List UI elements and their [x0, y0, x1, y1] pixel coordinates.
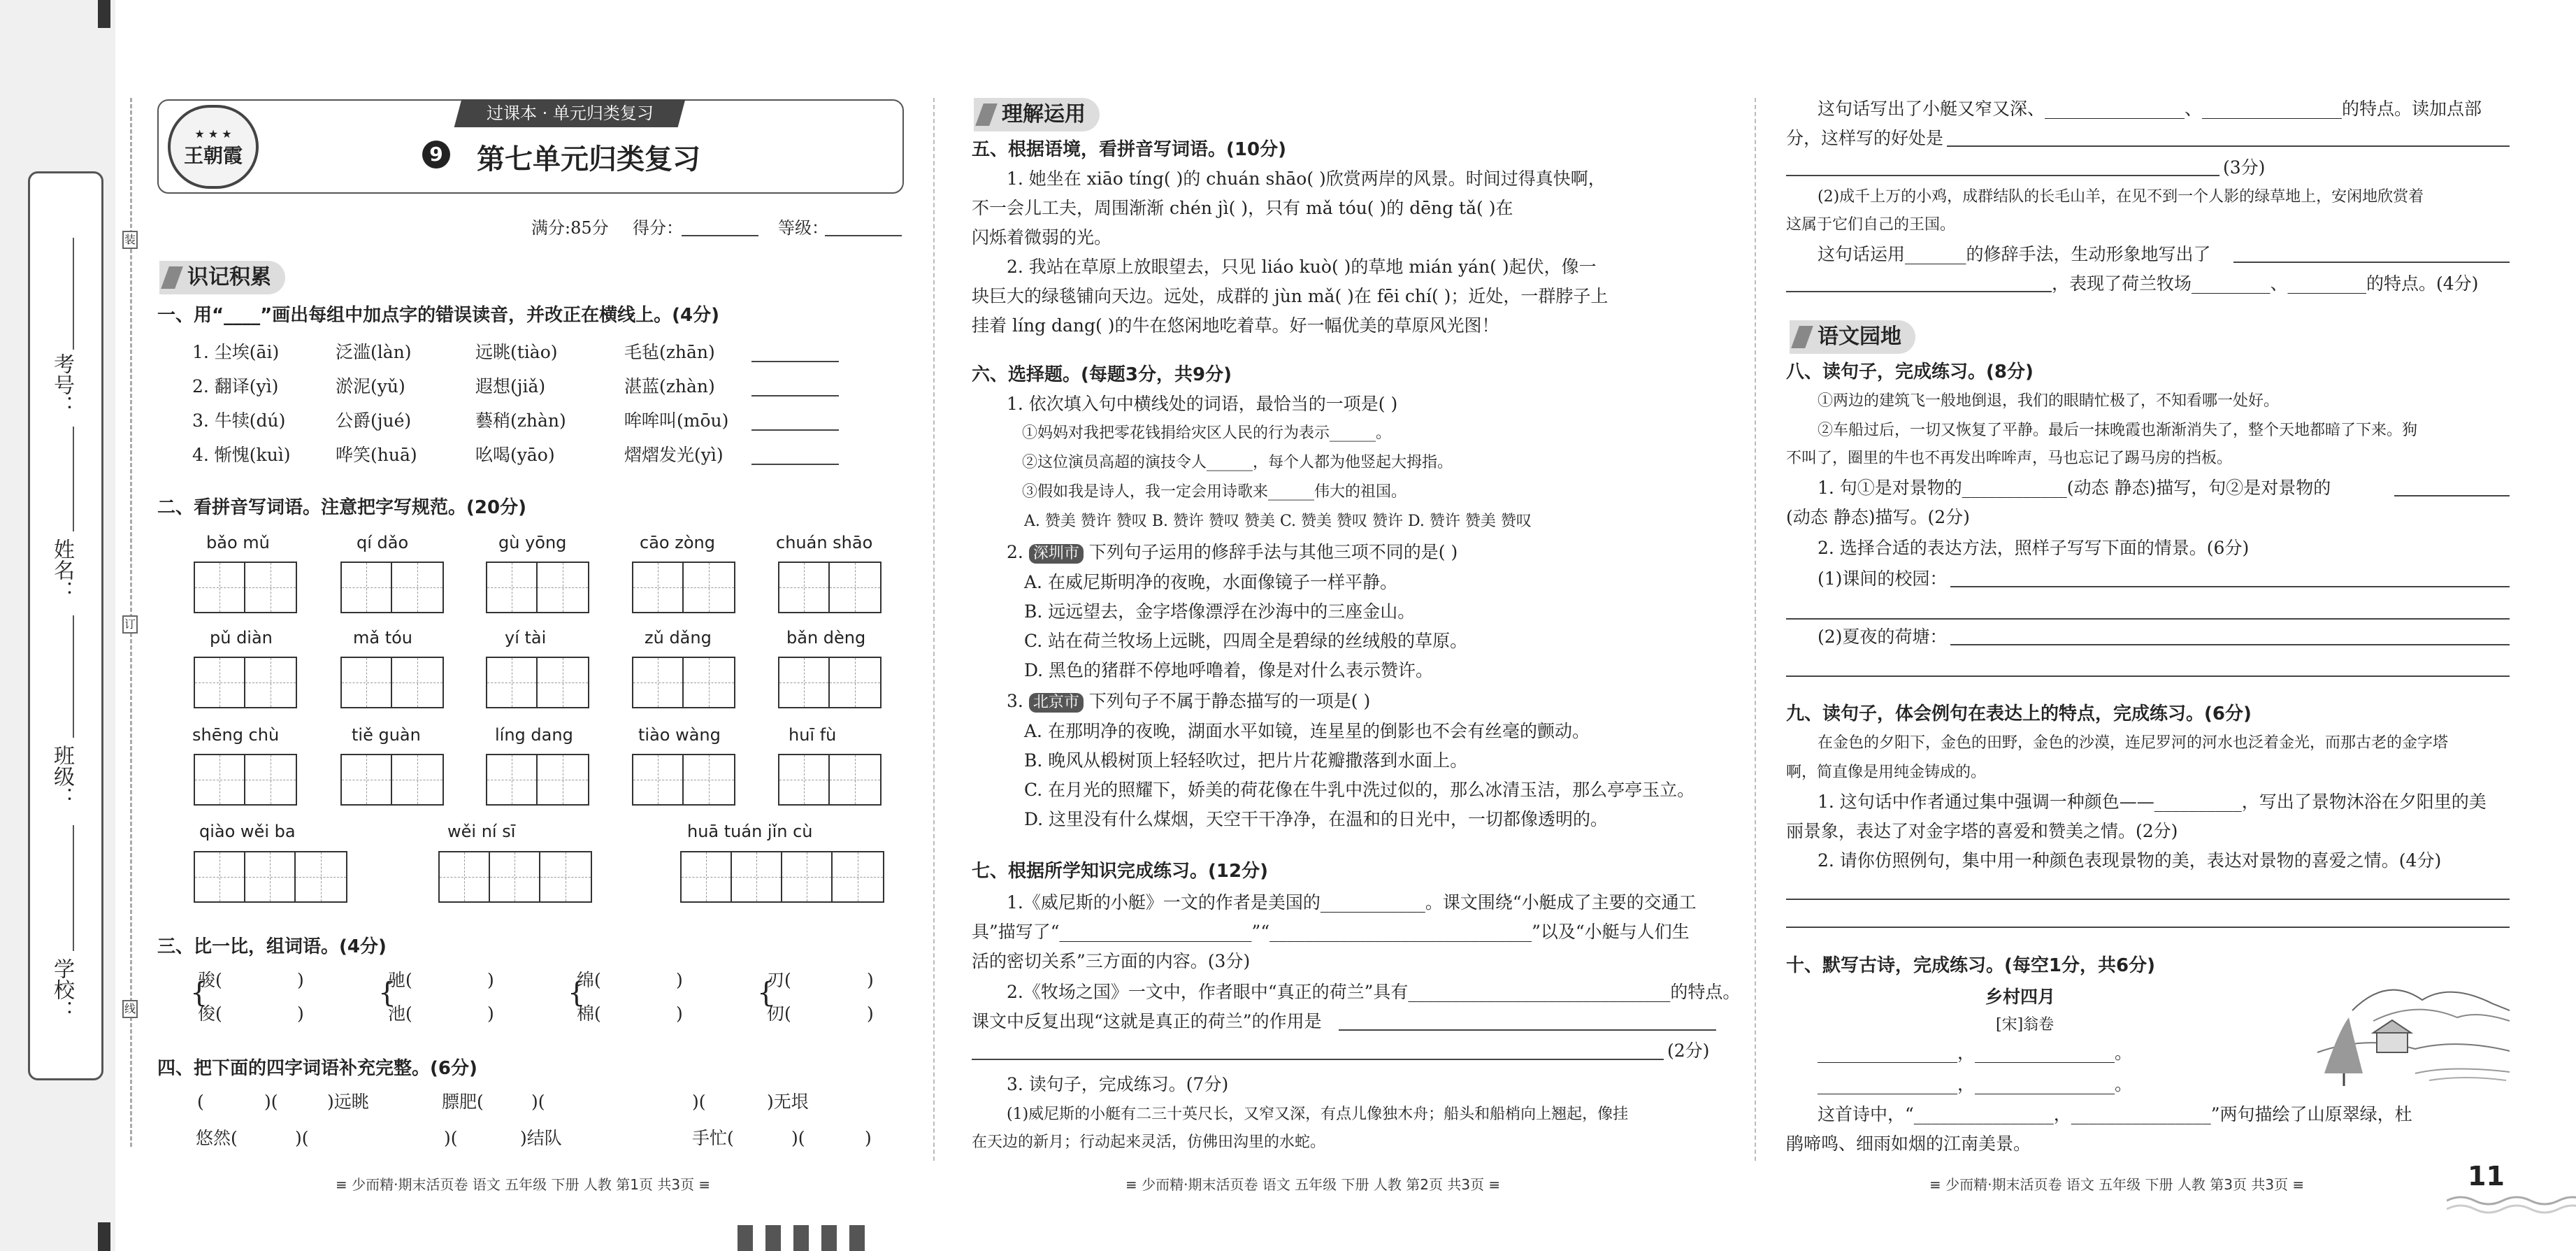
- q1-word: 4. 惭愧(kuì): [192, 445, 291, 465]
- q8-answer-line[interactable]: [1950, 644, 2510, 645]
- header-banner: 过课本 · 单元归类复习: [454, 99, 686, 127]
- r-answer-line[interactable]: [1786, 175, 2219, 176]
- q7-line: 3. 读句子，完成练习。(7分): [1007, 1074, 1229, 1094]
- q1-word: 1. 尘埃(āi): [192, 342, 280, 362]
- writing-grid[interactable]: [194, 754, 297, 806]
- q6-sub: ③假如我是诗人，我一定会用诗歌来______伟大的祖国。: [1022, 483, 1407, 501]
- binding-tick: [821, 1225, 837, 1251]
- q7-line: 活的密切关系”三方面的内容。(3分): [972, 951, 1251, 971]
- pinyin-label: mǎ tóu: [353, 628, 413, 648]
- writing-grid[interactable]: [438, 851, 592, 903]
- poem-question: 这首诗中，“________________，________________”两句描绘了山原翠绿，杜: [1818, 1104, 2412, 1124]
- q7-title: 七、根据所学知识完成练习。(12分): [972, 861, 1268, 882]
- q6-item: 1. 依次填入句中横线处的词语，最恰当的一项是( ): [1007, 394, 1398, 414]
- q6-option[interactable]: C. 在月光的照耀下，娇美的荷花像在牛乳中洗过似的，那么冰清玉洁，那么亭亭玉立。: [1024, 780, 1695, 800]
- school-label: 学校：: [50, 958, 74, 1021]
- landscape-illustration: [2310, 968, 2513, 1091]
- q1-word: 藝稍(zhàn): [475, 410, 566, 431]
- q6-options[interactable]: A. 赞美 赞许 赞叹 B. 赞许 赞叹 赞美 C. 赞美 赞叹 赞许 D. 赞许 赞美 赞叹: [1024, 513, 1532, 530]
- writing-grid[interactable]: [194, 562, 297, 613]
- score-label: 得分：: [633, 218, 683, 238]
- q8-answer-line[interactable]: [2394, 495, 2510, 496]
- r-line: (2)成千上万的小鸡，成群结队的长毛山羊，在见不到一个人影的绿草地上，安闲地欣赏着: [1818, 188, 2424, 206]
- q6-item: 2. 深圳市 下列句子运用的修辞手法与其他三项不同的是( ): [1007, 542, 1458, 562]
- r-line: 这句话写出了小艇又窄又深、________________、________________的特点。读加点部: [1818, 99, 2482, 119]
- q1-answer-line[interactable]: [751, 395, 839, 396]
- writing-grid[interactable]: [632, 754, 735, 806]
- r-line: 这句话运用_______的修辞手法，生动形象地写出了: [1818, 244, 2211, 264]
- idiom-blank[interactable]: 膘肥(: [442, 1092, 484, 1112]
- brand-logo: ★ ★ ★ 王朝霞: [168, 105, 259, 189]
- q6-item: 3. 北京市 下列句子不属于静态描写的一项是( ): [1007, 691, 1371, 711]
- idiom-blank[interactable]: )远眺: [327, 1092, 369, 1112]
- pinyin-label: huī fù: [789, 725, 837, 745]
- r-line: 分，这样写的好处是: [1786, 128, 1944, 148]
- writing-grid[interactable]: [340, 754, 444, 806]
- poem-question: 鹃啼鸣、细雨如烟的江南美景。: [1786, 1134, 2031, 1154]
- mark-zhuang: 装: [122, 231, 138, 249]
- r-answer-line[interactable]: [2233, 262, 2510, 263]
- q6-title: 六、选择题。(每题3分，共9分): [972, 364, 1232, 385]
- q9-text: 在金色的夕阳下，金色的田野，金色的沙漠，连尼罗河的河水也泛着金光，而那古老的金字塔: [1818, 734, 2449, 752]
- section-tag-garden: 语文园地: [1790, 320, 1915, 354]
- r-answer-line[interactable]: [1947, 145, 2510, 147]
- section-tag-apply: 理解运用: [974, 98, 1100, 131]
- q6-option[interactable]: C. 站在荷兰牧场上远眺，四周全是碧绿的丝绒般的草原。: [1024, 631, 1468, 651]
- city-tag-shenzhen: 深圳市: [1029, 544, 1084, 564]
- q1-word: 吆喝(yāo): [475, 445, 555, 465]
- idiom-blank[interactable]: 悠然(: [196, 1128, 238, 1148]
- q7-line: 在天边的新月；行动起来灵活，仿佛田沟里的水蛇。: [972, 1134, 1326, 1151]
- q5-line: 1. 她坐在 xiāo tíng( )的 chuán shāo( )欣赏两岸的风景。时间过得真快啊，: [1007, 169, 1606, 189]
- q8-answer-line[interactable]: [1950, 586, 2510, 587]
- name-label: 姓名：: [50, 538, 74, 601]
- q1-answer-line[interactable]: [751, 429, 839, 431]
- score-blank[interactable]: [682, 235, 758, 236]
- poem-fill[interactable]: ________________，________________。: [1818, 1074, 2133, 1094]
- pinyin-label: huā tuán jǐn cù: [687, 822, 813, 841]
- grade-blank[interactable]: [825, 235, 902, 236]
- wave-decoration: [2447, 1192, 2576, 1220]
- binding-tick: [737, 1225, 753, 1251]
- q7-answer-line[interactable]: [1339, 1029, 1716, 1031]
- unit-number: 9: [422, 141, 450, 169]
- writing-grid[interactable]: [486, 657, 589, 708]
- q1-word: 公爵(jué): [336, 410, 412, 431]
- q3-char[interactable]: 驰(: [388, 970, 412, 990]
- q1-title: 一、用“____”画出每组中加点字的错误读音，并改正在横线上。(4分): [157, 305, 720, 326]
- q9-item: 2. 请你仿照例句，集中用一种颜色表现景物的美，表达对景物的喜爱之情。(4分): [1818, 850, 2442, 871]
- pinyin-label: shēng chù: [192, 725, 280, 745]
- pinyin-label: tiě guàn: [352, 725, 421, 745]
- q8-title: 八、读句子，完成练习。(8分): [1786, 362, 2034, 383]
- name-line[interactable]: [73, 427, 74, 531]
- full-score: 满分:85分: [531, 218, 609, 238]
- q10-title: 十、默写古诗，完成练习。(每空1分，共6分): [1786, 955, 2155, 976]
- idiom-blank[interactable]: )(: [295, 1128, 309, 1148]
- q1-word: 远眺(tiào): [475, 342, 558, 362]
- q9-answer-line[interactable]: [1786, 927, 2510, 928]
- exam-no-line[interactable]: [73, 238, 74, 350]
- idiom-blank[interactable]: )(: [531, 1092, 545, 1112]
- writing-grid[interactable]: [486, 754, 589, 806]
- idiom-blank[interactable]: )(: [264, 1092, 278, 1112]
- q5-line: 挂着 líng dang( )的牛在悠闲地吃着草。好一幅优美的草原风光图！: [972, 315, 1499, 336]
- q1-answer-line[interactable]: [751, 361, 839, 362]
- q9-item: 1. 这句话中作者通过集中强调一种颜色——__________，写出了景物沐浴在夕阳里的美: [1818, 792, 2487, 812]
- binding-tick: [765, 1225, 781, 1251]
- writing-grid[interactable]: [632, 657, 735, 708]
- poem-fill[interactable]: ________________，________________。: [1818, 1043, 2133, 1063]
- q8-item: 1. 句①是对景物的____________(动态 静态)描写，句②是对景物的: [1818, 478, 2331, 498]
- q3-char[interactable]: 刃(: [767, 970, 791, 990]
- q3-char[interactable]: 绵(: [577, 970, 601, 990]
- school-line[interactable]: [73, 825, 74, 951]
- page-divider: [933, 98, 935, 1161]
- poem-title: 乡村四月: [1985, 987, 2056, 1007]
- writing-grid[interactable]: [194, 657, 297, 708]
- q5-line: 块巨大的绿毯铺向天边。远处，成群的 jùn mǎ( )在 fēi chí( )；近处，一群脖子上: [972, 286, 1609, 306]
- idiom-blank[interactable]: )(: [791, 1128, 805, 1148]
- q7-line: 1.《威尼斯的小艇》一文的作者是美国的____________。课文围绕“小艇成了主要的交通工: [1007, 892, 1697, 913]
- q5-line: 不一会儿工夫，周围渐渐 chén jì( )，只有 mǎ tóu( )的 dēng tǎ( )在: [972, 198, 1513, 218]
- writing-grid[interactable]: [778, 562, 882, 613]
- q6-option[interactable]: B. 远远望去，金字塔像漂浮在沙海中的三座金山。: [1024, 601, 1416, 622]
- r-line: ，表现了荷兰牧场_________、_________的特点。(4分): [2052, 273, 2479, 294]
- pinyin-label: gù yōng: [498, 533, 567, 552]
- q7-line: (1)威尼斯的小艇有二三十英尺长，又窄又深，有点儿像独木舟；船头和船梢向上翘起，像挂: [1007, 1106, 1629, 1123]
- pinyin-label: qiào wěi ba: [199, 822, 296, 841]
- q7-points: (2分): [1667, 1041, 1710, 1061]
- writing-grid[interactable]: [194, 851, 347, 903]
- q5-line: 2. 我站在草原上放眼望去，只见 liáo kuò( )的草地 mián yán( )起伏，像一: [1007, 257, 1597, 277]
- pinyin-label: wěi ní sī: [447, 822, 516, 841]
- q1-word: 熠熠发光(yì): [624, 445, 724, 465]
- writing-grid[interactable]: [778, 754, 882, 806]
- pinyin-label: pǔ diàn: [210, 628, 273, 648]
- page-footer: ≡ 少而精·期末活页卷 语文 五年级 下册 人教 第2页 共3页 ≡: [1125, 1176, 1501, 1193]
- q6-option[interactable]: A. 在威尼斯明净的夜晚，水面像镜子一样平静。: [1024, 572, 1397, 592]
- page-footer: ≡ 少而精·期末活页卷 语文 五年级 下册 人教 第1页 共3页 ≡: [336, 1176, 711, 1193]
- q6-option[interactable]: B. 晚风从椴树顶上轻轻吹过，把片片花瓣撒落到水面上。: [1024, 750, 1468, 771]
- pinyin-label: bǎo mǔ: [206, 533, 270, 552]
- pinyin-label: tiào wàng: [638, 725, 721, 745]
- q6-sub: ①妈妈对我把零花钱捐给灾区人民的行为表示______。: [1022, 424, 1392, 442]
- pinyin-label: chuán shāo: [776, 533, 873, 552]
- q1-word: 3. 牛犊(dú): [192, 410, 286, 431]
- q8-answer-line[interactable]: [1786, 675, 2510, 677]
- idiom-blank[interactable]: 手忙(: [692, 1128, 734, 1148]
- q3-char[interactable]: 池(: [388, 1003, 412, 1024]
- q8-sentence: ①两边的建筑飞一般地倒退，我们的眼睛忙极了，不知看哪一处好。: [1818, 392, 2280, 410]
- q6-option[interactable]: D. 这里没有什么煤烟，天空干干净净，在温和的日光中，一切都像透明的。: [1024, 809, 1609, 829]
- binding-tick: [849, 1225, 865, 1251]
- writing-grid[interactable]: [778, 657, 882, 708]
- q8-item: 2. 选择合适的表达方法，照样子写写下面的情景。(6分): [1818, 538, 2250, 558]
- r-answer-line[interactable]: [1786, 291, 2052, 292]
- r-line: 这属于它们自己的王国。: [1786, 216, 1956, 234]
- writing-grid[interactable]: [486, 562, 589, 613]
- q9-title: 九、读句子，体会例句在表达上的特点，完成练习。(6分): [1786, 703, 2252, 724]
- section-tag-memorize: 识记积累: [159, 261, 285, 294]
- idiom-blank[interactable]: )结队: [520, 1128, 562, 1148]
- q1-word: 哞哞叫(mōu): [624, 410, 729, 431]
- q5-title: 五、根据语境，看拼音写词语。(10分): [972, 139, 1286, 160]
- idiom-blank[interactable]: )无垠: [767, 1092, 809, 1112]
- q8-sentence: ②车船过后，一切又恢复了平静。最后一抹晚霞也渐渐消失了，整个天地都暗了下来。狗: [1818, 422, 2418, 439]
- pinyin-label: cāo zòng: [640, 533, 715, 552]
- q3-char[interactable]: 棉(: [577, 1003, 601, 1024]
- writing-grid[interactable]: [340, 657, 444, 708]
- q8-answer-line[interactable]: [1786, 618, 2510, 620]
- q8-sentence: 不叫了，圈里的牛也不再发出哞哞声，马也忘记了踢马房的挡板。: [1786, 450, 2233, 467]
- q6-option[interactable]: D. 黑色的猪群不停地呼噜着，像是对什么表示赞许。: [1024, 660, 1434, 680]
- q8-item: (动态 静态)描写。(2分): [1786, 507, 1970, 527]
- q1-word: 哗笑(huā): [336, 445, 417, 465]
- q7-line: 具”描写了“______________________”“______________________________”以及“小艇与人们生: [972, 922, 1690, 942]
- q9-item: 丽景象，表达了对金字塔的喜爱和赞美之情。(2分): [1786, 821, 2178, 841]
- q1-answer-line[interactable]: [751, 464, 839, 465]
- q7-line: 2.《牧场之国》一文中，作者眼中“真正的荷兰”具有______________________________的特点。: [1007, 982, 1741, 1002]
- q1-word: 遐想(jiǎ): [475, 376, 546, 396]
- grade-label: 等级：: [778, 218, 828, 238]
- pinyin-label: zǔ dǎng: [645, 628, 712, 648]
- q4-title: 四、把下面的四字词语补充完整。(6分): [157, 1058, 477, 1079]
- q7-answer-line[interactable]: [972, 1059, 1664, 1060]
- mark-xian: 线: [122, 1000, 138, 1018]
- q9-text: 啊，简直像是用纯金铸成的。: [1786, 764, 1987, 781]
- q3-title: 三、比一比，组词语。(4分): [157, 936, 387, 957]
- pinyin-label: líng dang: [495, 725, 573, 745]
- unit-title: 第七单元归类复习: [477, 143, 700, 176]
- mark-ding: 订: [122, 615, 138, 634]
- q3-char[interactable]: 仞(: [767, 1003, 791, 1024]
- q1-word: 淤泥(yǔ): [336, 376, 405, 396]
- q1-word: 泛滥(làn): [336, 342, 412, 362]
- pinyin-label: yí tài: [505, 628, 547, 648]
- city-tag-beijing: 北京市: [1029, 693, 1084, 713]
- q1-word: 湛蓝(zhàn): [624, 376, 715, 396]
- page-footer: ≡ 少而精·期末活页卷 语文 五年级 下册 人教 第3页 共3页 ≡: [1929, 1176, 2305, 1193]
- page-divider: [1755, 98, 1756, 1161]
- idiom-blank[interactable]: )(: [692, 1092, 706, 1112]
- class-line[interactable]: [73, 615, 74, 738]
- q9-answer-line[interactable]: [1786, 899, 2510, 900]
- q5-line: 闪烁着微弱的光。: [972, 227, 1112, 248]
- page-number: 11: [2468, 1161, 2505, 1192]
- pinyin-label: bǎn dèng: [786, 628, 866, 648]
- writing-grid[interactable]: [680, 851, 884, 903]
- q1-word: 毛毡(zhān): [624, 342, 715, 362]
- exam-no-label: 考号：: [50, 353, 74, 416]
- class-label: 班级：: [50, 745, 74, 808]
- q8-item: (1)课间的校园：: [1818, 569, 1948, 589]
- pinyin-label: qí dǎo: [357, 533, 409, 552]
- q6-option[interactable]: A. 在那明净的夜晚，湖面水平如镜，连星星的倒影也不会有丝毫的颤动。: [1024, 721, 1590, 741]
- poem-author: [宋]翁卷: [1996, 1016, 2055, 1034]
- q7-line: 课文中反复出现“这就是真正的荷兰”的作用是: [972, 1011, 1322, 1031]
- q8-item: (2)夏夜的荷塘：: [1818, 627, 1948, 647]
- q1-word: 2. 翻译(yì): [192, 376, 279, 396]
- q3-char[interactable]: 骏(: [198, 970, 222, 990]
- q6-sub: ②这位演员高超的演技令人______，每个人都为他竖起大拇指。: [1022, 454, 1453, 471]
- r-points: (3分): [2223, 157, 2266, 178]
- idiom-blank[interactable]: )(: [444, 1128, 458, 1148]
- binding-tick: [793, 1225, 809, 1251]
- binding-info-box: [28, 171, 103, 1080]
- q2-title: 二、看拼音写词语。注意把字写规范。(20分): [157, 497, 526, 518]
- writing-grid[interactable]: [340, 562, 444, 613]
- writing-grid[interactable]: [632, 562, 735, 613]
- q3-char[interactable]: 俊(: [198, 1003, 222, 1024]
